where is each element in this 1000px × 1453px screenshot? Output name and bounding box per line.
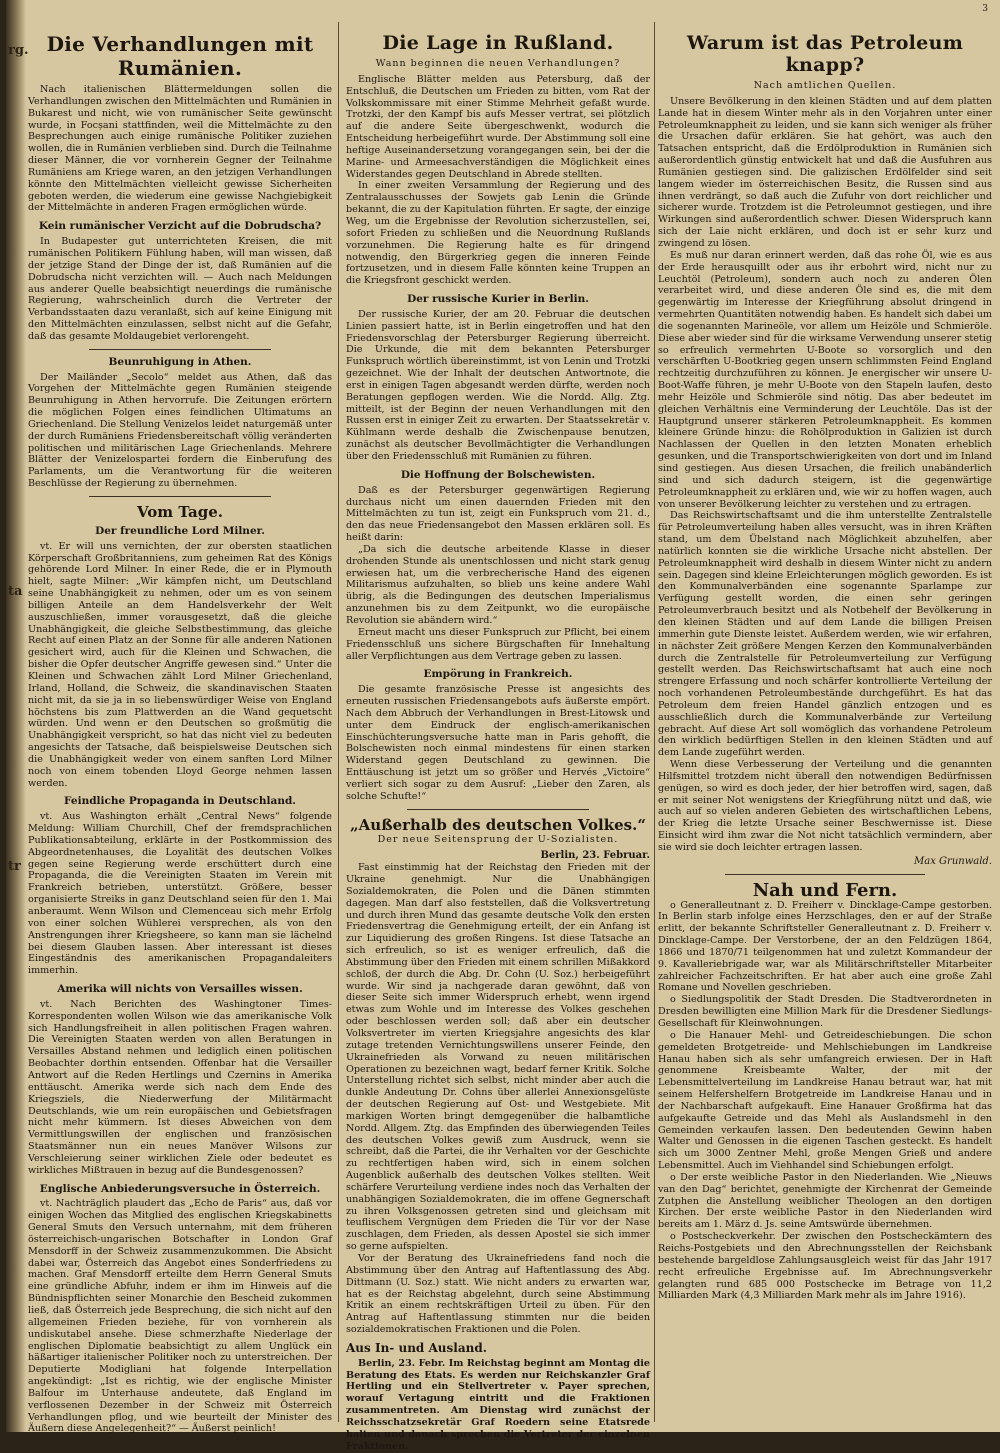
subheadline-dobrudscha: Kein rumänischer Verzicht auf die Dobrudscha?	[38, 220, 322, 233]
article-paragraph: vt. Er will uns vernichten, der zur obersten staatlichen Körperschaft Großbritanniens, zum geheimen Rat des Königs gehörende Lord Milner. In einer Rede, die er in Plymouth hielt, sagte Milner: „Wir kämpfen nicht, um Deutschland seine Unabhängigkeit zu nehmen, oder um es von seinem billigen Anteile an dem Handelsverkehr der Welt auszuschließen, immer vorausgesetzt, daß die gleiche Unabhängigkeit, die gleiche Selbstbestimmung, das gleiche Recht auf einen Platz an der Sonne für alle anderen Nationen gesichert wird, auch für die Kleinen und Schwachen, die bisher die Opfer deutscher Angriffe gewesen sind.“ Unter die Kleinen und Schwachen zählt Lord Milner Griechenland, Irland, Holland, die Schweiz, die skandinavischen Staaten nicht mit, da sie ja in so liebenswürdiger Weise von England höchstens bis zum Plattwerden an die Wand gequetscht würden. Und wenn er den Deutschen so großmütig die Unabhängigkeit verspricht, so hat das nicht viel zu bedeuten angesichts der Tatsache, daß beispielsweise Deutschen sich die Unabhängigkeit weder von einem sanften Lord Milner noch von einem tobenden Lloyd George nehmen lassen werden.	[28, 540, 332, 789]
section-title-vom-tage: Vom Tage.	[136, 503, 224, 521]
edge-fragment: rg.	[8, 43, 29, 58]
headline-ausserhalb: „Außerhalb des deutschen Volkes.“	[350, 815, 646, 834]
separator	[725, 874, 925, 875]
news-item: o Generalleutnant z. D. Freiherr v. Dincklage-Campe gestorben. In Berlin starb infolge eines Herzschlages, den er auf der Straße erlitt, der bekannte Schriftsteller Generalleutnant z. D. Freiherr v. Dincklage-Campe. Der Verstorbene, der an den Feldzügen 1864, 1866 und 1870/71 teilgenommen hat und zuletzt Kommandeur der 9. Kavalleriebrigade war, war als Militärschriftsteller Mitarbeiter zahlreicher Fachzeitschriften. Er hat aber auch eine große Zahl Romane und Novellen geschrieben.	[658, 899, 992, 994]
article-paragraph: Erneut macht uns dieser Funkspruch zur Pflicht, bei einem Friedensschluß uns sichere Bürgschaften für Innehaltung aller Verpflichtungen aus dem Vertrage geben zu lassen.	[346, 626, 650, 662]
newspaper-page	[6, 0, 1000, 1452]
article-paragraph: Fast einstimmig hat der Reichstag den Frieden mit der Ukraine genehmigt. Nur die Unabhängigen Sozialdemokraten, die Polen und die Dänen stimmten dagegen. Man darf also feststellen, daß die Volksvertretung und durch ihren Mund das gesamte deutsche Volk den ersten Friedensvertrag die Genehmigung erteilt, der ein Anfang ist zur Liquidierung des großen Ringens. Ist diese Tatsache an sich erfreulich, so ist es weniger erfreulich, daß die Abstimmung über den Frieden mit einem schrillen Mißakkord schloß, der durch die Abg. Dr. Cohn (U. Soz.) herbeigeführt wurde. Wir sind ja nachgerade daran gewöhnt, daß von dieser Seite sich immer Widerspruch erhebt, wenn irgend etwas zum Wohle und im Interesse des Volkes geschehen oder beschlossen werden soll; daß aber ein deutscher Volksvertreter im vierten Kriegsjahre angesichts des klar zutage tretenden Vernichtungswillens unserer Feinde, den Ukrainefrieden als Vorwand zu neuen militärischen Operationen zu bezeichnen wagt, bedarf ferner Kritik. Solche Unterstellung richtet sich selbst, nicht minder aber auch die dunkle Andeutung Dr. Cohns über allerlei Annexionsgelüste der deutschen Regierung auf Ost- und Westgebiete. Mit markigen Worten bringt demgegenüber die halbamtliche Nordd. Allgem. Ztg. das Empfinden des überwiegenden Teiles des deutschen Volkes gewiß zum Ausdruck, wenn sie schreibt, daß die Partei, die ihr Verhalten vor der Geschichte zu rechtfertigen haben wird, sich in einem solchen Augenblick außerhalb des deutschen Volkes stellten. Weit schärfere Verurteilung verdiene indes noch das Verhalten der unabhängigen Sozialdemokraten, die im offene Gegnerschaft zu ihren Volksgenossen getreten sind und gleichsam mit teuflischem Vergnügen dem Frieden die Tür vor der Nase zuschlagen, dem Frieden, als dessen Apostel sie sich immer so gerne aufspielten.	[346, 862, 650, 1253]
news-item: o Postscheckverkehr. Der zwischen den Postscheckämtern des Reichs-Postgebiets und den Abrechnungsstellen der Reichsbank bestehende bargeldlose Zahlungsausgleich weist für das Jahr 1917 recht erfreuliche Ergebnisse auf. Im Abrechnungsverkehr gelangten rund 685 000 Postschecke im Betrage von 11,2 Milliarden Mark (4,3 Milliarden Mark mehr als im Jahre 1916).	[658, 1231, 992, 1302]
column-right	[658, 0, 992, 1432]
subheadline-kurier: Der russische Kurier in Berlin.	[407, 293, 589, 306]
article-paragraph: In Budapester gut unterrichteten Kreisen, die mit rumänischen Politikern Fühlung haben, will man wissen, daß der jetzige Stand der Dinge der ist, daß Rumänien auf die Dobrudscha nicht verzichten will. — Auch nach Meldungen aus anderer Quelle beabsichtigt neuerdings die rumänische Regierung, wahrscheinlich durch die Vertreter der Verbandsstaaten dazu veranlaßt, sich auf keine Einigung mit den Mittelmächten einzulassen, selbst nicht auf die Gefahr, daß das gesamte Moldaugebiet verlorengeht.	[28, 236, 332, 342]
article-paragraph: Nach italienischen Blättermeldungen sollen die Verhandlungen zwischen den Mittelmächten und Rumänien in Bukarest und nicht, wie von rumänischer Seite gewünscht wurde, in Focșani stattfinden, weil die Mittelmächte zu den Besprechungen auch einige rumänische Politiker zuziehen wollen, die in Rumänien verblieben sind. Durch die Teilnahme dieser Männer, die vor vornherein Gegner der Teilnahme Rumäniens am Kriege waren, an den jetzigen Verhandlungen könnte den Mittelmächten vielleicht gewisse Sicherheiten geboten werden, die wiederum eine gewisse Nachgiebigkeit der Mittelmächte in anderen Fragen ermöglichen würde.	[28, 84, 332, 214]
article-paragraph: Berlin, 23. Febr. Im Reichstag beginnt am Montag die Beratung des Etats. Es werden nur Reichskanzler Graf Hertling und ein Stellvertreter v. Payer sprechen, worauf Vertagung eintritt und die Fraktionen zusammentreten. Am Dienstag wird zunächst der Reichsschatzsekretär Graf Roedern seine Etatsrede halten und danach sprechen die Vertreter der einzelnen Fraktionen.	[346, 1357, 650, 1452]
subheadline-athen: Beunruhigung in Athen.	[108, 355, 252, 368]
binding-edge	[6, 0, 29, 1432]
column-rule	[654, 22, 655, 1422]
article-paragraph: Englische Blätter melden aus Petersburg, daß der Entschluß, die Deutschen um Frieden zu bitten, vom Rat der Volkskommissare mit einer Stimme Mehrheit gefaßt wurde. Trotzki, der den Kampf bis aufs Messer vertrat, sei plötzlich auf die andere Seite übergeschwenkt, wodurch die Entscheidung herbeigeführt wurde. Der Abstimmung soll eine heftige Auseinandersetzung vorangegangen sein, bei der die Marine- und Armeesachverständigen die Möglichkeit eines Widerstandes gegen Deutschland in Abrede stellten.	[346, 73, 650, 180]
news-item: o Siedlungspolitik der Stadt Dresden. Die Stadtverordneten in Dresden bewilligten eine Million Mark für die Dresdener Siedlungs-Gesellschaft für Kleinwohnungen.	[658, 994, 992, 1029]
news-item: o Die Hanauer Mehl- und Getreideschiebungen. Die schon gemeldeten Brotgetreide- und Mehlschiebungen im Landkreise Hanau haben sich als sehr umfangreich erwiesen. Der in Haft genommene Kreisbeamte Walter, der mit der Lebensmittelverteilung im Landkreise Hanau betraut war, hat mit seinem Helfershelfern Brotgetreide im Landkreise Hanau und in der Nachbarschaft aufgekauft. Eine Hanauer Großfirma hat das aufgekaufte Getreide und das Mehl als Auslandsmehl in den Gemeinden verkaufen lassen. Den bedeutenden Gewinn haben Walter und Genossen in die eigenen Taschen gesteckt. Es handelt sich um 3000 Zentner Mehl, große Mengen Grieß und andere Lebensmittel. Auch im Viehhandel sind Schiebungen erfolgt.	[658, 1029, 992, 1172]
page-number: 3	[982, 4, 988, 14]
article-paragraph: Wenn diese Verbesserung der Verteilung und die genannten Hilfsmittel trotzdem nicht überall den notwendigen Bedürfnissen genügen, so wird es doch jeder, der hier betroffen wird, sagen, daß er mit seiner Not wenigstens der Kriegführung nützt und daß, wie auch auf so vielen anderen Gebieten des wirtschaftlichen Lebens, der Krieg die letzte Ursache seiner Beschwernisse ist. Diese Einsicht wird ihm zwar die Not nicht tatsächlich vermindern, aber sie wird sie doch leichter ertragen lassen.	[658, 759, 992, 853]
edge-fragment: tr	[8, 859, 21, 874]
article-paragraph: vt. Aus Washington erhält „Central News“ folgende Meldung: William Churchill, Chef der fremdsprachlichen Publikationsabteilung, erklärte in der Postkommission des Abgeordnetenhauses, die Loyalität des deutschen Volkes gegen seine Regierung werde erschüttert durch eine Propaganda, die die Vereinigten Staaten im Verein mit Frankreich betrieben, unterstützt. Größere, besser organisierte Streiks in ganz Deutschland seien für den 1. Mai anberaumt. Wenn Wilson und Clemenceau sich mehr Erfolg von einer solchen Wühlerei versprechen, als von den Anstrengungen ihrer Kriegsheere, so kann man sie lächelnd bei diesem Glauben lassen. Aber interessant ist dieses Eingeständnis des amerikanischen Propagandaleiters immerhin.	[28, 811, 332, 977]
article-paragraph: Es muß nur daran erinnert werden, daß das rohe Öl, wie es aus der Erde herausquillt oder aus ihr erbohrt wird, nicht nur zu Leuchtöl (Petroleum), sondern auch noch zu anderen Ölen verarbeitet wird, und diese anderen Öle sind es, die mit dem gegenwärtig im Interesse der Kriegführung absolut dringend in vermehrten Quantitäten notwendig haben. Es handelt sich dabei um die sogenannten Marineöle, vor allem um Heizöle und Schmieröle. Diese aber wieder sind für die wirksame Verwendung unserer stetig so erfreulich vermehrten U-Boote so vorsorglich und den verschärften U-Bootkrieg gegen unsern schlimmsten Feind England rechtzeitig durchzuführen zu können. Je energischer wir unsere U-Boot-Waffe führen, je mehr U-Boote von den Stapeln laufen, desto mehr Heizöle und Schmieröle sind nötig. Das aber bedeutet im gleichen Verhältnis eine Verminderung der Leuchtöle. Das ist der Hauptgrund unserer stärkeren Petroleumknappheit. Es kommen kleinere Gründe hinzu: die Rohölproduktion in Galizien ist durch Nachlassen der Quellen in den letzten Monaten erheblich gesunken, und die Transportschwierigkeiten von dort und im Inland sind gestiegen. Aus diesen Ursachen, die freilich unabänderlich sind und sich dadurch steigern, ist die gegenwärtige Petroleumknappheit zu erklären und, wie wir zu hoffen wagen, auch von unserer Bevölkerung leichter zu verstehen und zu ertragen.	[658, 249, 992, 510]
subheadline-hoffnung: Die Hoffnung der Bolschewisten.	[400, 468, 596, 481]
article-paragraph: vt. Nachträglich plaudert das „Echo de Paris“ aus, daß vor einigen Wochen das Mitglied des englischen Kriegskabinetts General Smuts den Versuch unternahm, mit dem früheren österreichisch-ungarischen Botschafter in London Graf Mensdorff in der Schweiz zusammenzukommen. Die Absicht dabei war, Österreich das Angebot eines Sonderfriedens zu machen. Graf Mensdorff erteilte dem Herrn General Smuts eine gründliche Abfuhr, indem er ihm im Hinweis auf die Bündnispflichten seiner Monarchie den Bescheid zukommen ließ, daß Österreich jede Besprechung, die sich nicht auf den allgemeinen Frieden beziehe, für von vornherein als undiskutabel ansehe. Diese schmerzhafte Niederlage der englischen Diplomatie beabsichtigt zu allem Unglück ein häßartiger italienischer Politiker noch zu unterstreichen. Der Deputierte Modigliani hat folgende Interpellation angekündigt: „Ist es richtig, wie der englische Minister Balfour im Unterhause andeutete, daß England im verflossenen Dezember in der Schweiz mit Österreich Verhandlungen pflog, und wie beurteilt der Minister des Äußern diese Angelegenheit?“ — Äußerst peinlich!	[28, 1198, 332, 1435]
column-left	[28, 0, 332, 1435]
subheadline: Nach amtlichen Quellen.	[753, 80, 897, 91]
article-paragraph: Vor der Beratung des Ukrainefriedens fand noch die Abstimmung über den Antrag auf Haftentlassung des Abg. Dittmann (U. Soz.) statt. Wie nicht anders zu erwarten war, hat es der Reichstag abgelehnt, durch seine Abstimmung Kritik an einem rechtskräftigen Urteil zu üben. Für den Antrag auf Haftentlassung stimmten nur die beiden sozialdemokratischen Fraktionen und die Polen.	[346, 1253, 650, 1336]
subheadline-empoerung: Empörung in Frankreich.	[423, 668, 573, 681]
author-signature: Max Grunwald.	[914, 855, 992, 867]
column-rule	[338, 22, 339, 1422]
article-paragraph: Die gesamte französische Presse ist angesichts des erneuten russischen Friedensangebots aufs äußerste empört. Nach dem Abbruch der Verhandlungen in Brest-Litowsk und unter dem Eindruck der englisch-amerikanischen Einschüchterungsversuche hatte man in Paris gehofft, die Bolschewisten noch einmal mindestens für einen starken Widerstand gegen Deutschland zu gewinnen. Die Enttäuschung ist jetzt um so größer und Hervés „Victoire“ verliert sich sogar zu dem Ausruf: „Lieber den Zaren, als solche Schufte!“	[346, 684, 650, 802]
separator	[89, 496, 271, 497]
article-paragraph: Der russische Kurier, der am 20. Februar die deutschen Linien passiert hatte, ist in Berlin eingetroffen und hat den Friedensvorschlag der Petersburger Regierung überreicht. Die Urkunde, die mit dem bekannten Petersburger Funkspruch wörtlich übereinstimmt, ist von Lenin und Trotzki gezeichnet. Wie der Inhalt der deutschen Antwortnote, die erst in einigen Tagen abgesandt werden dürfte, werden noch Beratungen gepflogen werden. Wie die Nordd. Allg. Ztg. mitteilt, ist der Beginn der neuen Verhandlungen mit den Russen erst in einiger Zeit zu erwarten. Der Staatssekretär v. Kühlmann werde deshalb die Zwischenpause benutzen, zunächst als deutscher Bevollmächtigter die Verhandlungen über den Friedensschluß mit Rumänien zu führen.	[346, 308, 650, 462]
subheadline: Der neue Seitensprung der U-Sozialisten.	[377, 834, 619, 846]
subheadline-amerika: Amerika will nichts von Versailles wissen.	[57, 983, 303, 996]
subheadline-propaganda: Feindliche Propaganda in Deutschland.	[64, 795, 296, 808]
subheadline-oesterreich: Englische Anbiederungsversuche in Österreich.	[39, 1182, 321, 1195]
subheadline-milner: Der freundliche Lord Milner.	[95, 524, 265, 537]
article-paragraph: Daß es der Petersburger gegenwärtigen Regierung durchaus nicht um einen dauernden Frieden mit den Mittelmächten zu tun ist, zeigt ein Funkspruch vom 21. d., den das neue Friedensangebot den Massen erklären soll. Es heißt darin:	[346, 484, 650, 544]
headline-verhandlungen: Die Verhandlungen mit Rumänien.	[46, 32, 314, 80]
article-paragraph: In einer zweiten Versammlung der Regierung und des Zentralausschusses der Sowjets gab Lenin die Gründe bekannt, die zu der Kapitulation führten. Er sagte, der einzige Weg, um die Ergebnisse der Revolution sicherzustellen, sei, sofort Frieden zu schließen und die Neuordnung Rußlands vorzunehmen. Die Regierung halte es für dringend notwendig, den Bürgerkrieg gegen die inneren Feinde fortzusetzen, und in diesem Falle könnten keine Truppen an die Kriegsfront geschickt werden.	[346, 180, 650, 287]
headline-petroleum: Warum ist das Petroleum knapp?	[686, 32, 964, 76]
section-title-ausland: Aus In- und Ausland.	[346, 1340, 487, 1355]
separator	[89, 349, 271, 350]
subheadline: Wann beginnen die neuen Verhandlungen?	[375, 58, 621, 69]
article-paragraph: vt. Nach Berichten des Washingtoner Times-Korrespondenten wollen Wilson wie das amerikanische Volk sich Handlungsfreiheit in allen politischen Fragen wahren. Die Vereinigten Staaten werden von allen Beratungen in Versailles Abstand nehmen und lediglich einen politischen Beobachter dorthin entsenden. Offenbar hat die Versailler Antwort auf die Reden Hertlings und Czernins in Amerika enttäuscht. Amerika werde sich nach dem Ende des Kriegsziels, die Niederwerfung der Militärmacht Deutschlands, wie um rein europäischen und Gebietsfragen nicht mehr kümmern. Ist dieses Abweichen von dem Vermittlungswillen der englischen und französischen Staatsmänner nun ein neues Manöver Wilsons zur Verschleierung seiner wirklichen Ziele oder bedeutet es wirkliches Mißtrauen in bezug auf die Bundesgenossen?	[28, 998, 332, 1176]
news-item: o Der erste weibliche Pastor in den Niederlanden. Wie „Nieuws van den Dag“ berichtet, genehmigte der Kirchenrat der Gemeinde Zutphen die Anstellung weiblicher Theologen an den dortigen Kirchen. Der erste weibliche Pastor in den Niederlanden wird bereits am 1. März d. Js. seine Amtswürde übernehmen.	[658, 1171, 992, 1231]
separator	[407, 809, 589, 810]
section-title-nah-fern: Nah und Fern.	[752, 879, 898, 901]
article-paragraph: Unsere Bevölkerung in den kleinen Städten und auf dem platten Lande hat in diesem Winter mehr als in den Vorjahren unter einer Petroleumknappheit zu leiden, und sie kann sich weniger als früher die Ursachen dafür erklären. Sie hat gehört, was auch den Tatsachen entspricht, daß die Erdölproduktion in Rumänien sich außerordentlich günstig entwickelt hat und daß die Ausfuhren aus Rumänien gestiegen sind. Die galizischen Erdölfelder sind seit langem wieder im österreichischen Besitz, die Russen sind aus ihnen verdrängt, so daß auch die Zufuhr von dort reichlicher und sicherer wurde. Trotzdem ist die Petroleumnot gestiegen, und ihre Wirkungen sind außerordentlich schwer. Diesen Widerspruch kann sich der Laie nicht erklären, und doch ist er sehr kurz und zwingend zu lösen.	[658, 95, 992, 249]
article-paragraph: Der Mailänder „Secolo“ meldet aus Athen, daß das Vorgehen der Mittelmächte gegen Rumänien steigende Beunruhigung in Athen hervorrufe. Die Zeitungen erörtern die möglichen Folgen eines feindlichen Ultimatums an Griechenland. Die Stellung Venizelos leidet naturgemäß unter der durch Rumäniens Friedensbereitschaft völlig veränderten politischen und militärischen Lage Griechenlands. Mehrere Blätter der Venizelospartei fordern die Einberufung des Parlaments, um die Verantwortung für die weiteren Beschlüsse der Regierung zu übernehmen.	[28, 371, 332, 490]
headline-russland: Die Lage in Rußland.	[382, 32, 614, 54]
article-paragraph: Das Reichswirtschaftsamt und die ihm unterstellte Zentralstelle für Petroleumverteilung haben alles versucht, was in ihren Kräften stand, um dem Übelstand nach Möglichkeit abzuhelfen, aber natürlich konnten sie die wirkliche Ursache nicht abstellen. Der Petroleumknappheit wird deshalb in diesem Winter nicht zu andern sein. Dagegen sind kleine Erleichterungen möglich geworden. Es ist den Kommunalverbänden eine sogenannte Sparlampe zur Verfügung gestellt worden, die einen sehr geringen Petroleumverbrauch besitzt und als Notbehelf der Bevölkerung in den kleinen Städten und auf dem Lande die billigen Preisen immerhin gute Dienste leistet. Außerdem werden, wie wir erfahren, in nächster Zeit größere Mengen Kerzen den Kommunalverbänden durch die Zentralstelle für Petroleumverteilung zur Verfügung gestellt werden. Das Reichswirtschaftsamt hat auch eine noch strengere Erfassung und noch schärfer kontrollierte Verteilung der noch vorhandenen Petroleumbestände durchgeführt. Es hat das Petroleum dem freien Handel gänzlich entzogen und es ausschließlich durch die Kommunalverbände zur Verteilung gebracht. Auf diese Art soll womöglich das vorhandene Petroleum den wirklich bedürftigen Stellen in den kleinen Städten und auf dem Lande zugeführt werden.	[658, 510, 992, 759]
dateline: Berlin, 23. Februar.	[540, 850, 650, 862]
column-middle	[346, 0, 650, 1452]
edge-fragment: ta	[8, 584, 23, 599]
article-quote: „Da sich die deutsche arbeitende Klasse in dieser drohenden Stunde als unentschlossen und nicht stark genug erwiesen hat, um die verbrecherische Hand des eigenen Militarismus aufzuhalten, so blieb uns keine andere Wahl übrig, als die Bedingungen des deutschen Imperialismus anzunehmen bis zu dem Zeitpunkt, wo die europäische Revolution sie abändern wird.“	[346, 543, 650, 626]
